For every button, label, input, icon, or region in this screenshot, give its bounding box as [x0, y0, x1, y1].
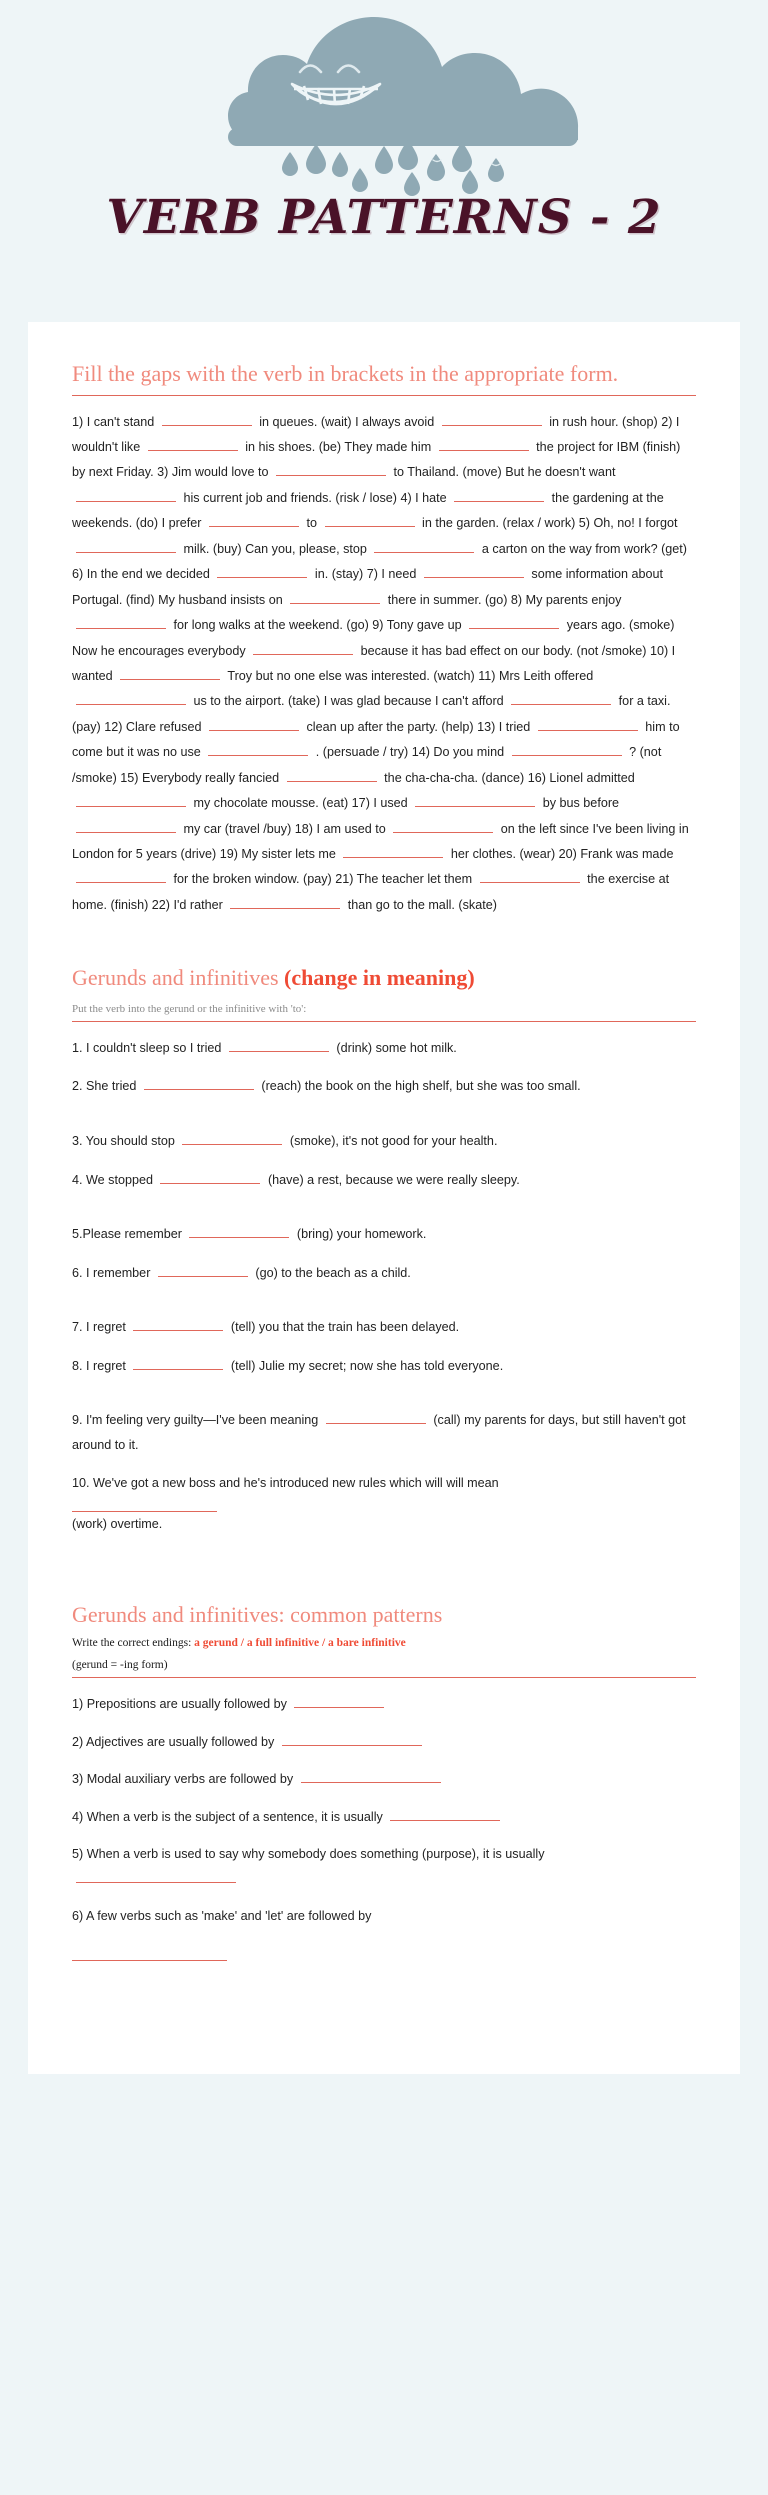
answer-blank[interactable] [133, 1319, 223, 1332]
pattern-text: 3) Modal auxiliary verbs are followed by [72, 1772, 297, 1787]
answer-blank[interactable] [76, 489, 176, 502]
section-3-divider [72, 1677, 696, 1678]
question-item [72, 1408, 696, 1457]
answer-blank[interactable] [208, 744, 308, 757]
pattern-text: 6) A few verbs such as 'make' and 'let' are followed by [72, 1909, 372, 1924]
answer-blank[interactable] [253, 642, 353, 655]
answer-blank[interactable] [76, 871, 166, 884]
answer-blank[interactable] [512, 744, 622, 757]
answer-blank[interactable] [217, 566, 307, 579]
question-group [72, 1408, 696, 1536]
answer-blank[interactable] [325, 515, 415, 528]
answer-blank[interactable] [144, 1078, 254, 1091]
pattern-item [72, 1730, 696, 1755]
answer-blank[interactable] [76, 820, 176, 833]
section-2-heading [72, 964, 696, 993]
question-text-after: (tell) you that the train has been delayed. [227, 1320, 460, 1335]
question-text-after: (tell) Julie my secret; now she has told everyone. [227, 1358, 504, 1373]
answer-blank[interactable] [230, 896, 340, 909]
answer-blank[interactable] [282, 1733, 422, 1746]
answer-blank[interactable] [76, 540, 176, 553]
question-item [72, 1315, 696, 1340]
section-3-instruction [72, 1637, 696, 1649]
question-text-after: (have) a rest, because we were really sleepy. [264, 1172, 520, 1187]
answer-blank[interactable] [160, 1171, 260, 1184]
section-fill-the-gaps [72, 360, 696, 918]
answer-blank[interactable] [480, 871, 580, 884]
question-item [72, 1074, 696, 1099]
answer-blank[interactable] [469, 617, 559, 630]
answer-blank[interactable] [209, 718, 299, 731]
page-bottom-space [0, 2074, 768, 2104]
section-3-items [72, 1692, 696, 1961]
question-text-before: 4. We stopped [72, 1172, 157, 1187]
pattern-item [72, 1842, 696, 1891]
question-text-before: 6. I remember [72, 1265, 154, 1280]
answer-blank[interactable] [276, 464, 386, 477]
section-change-in-meaning [72, 964, 696, 1536]
answer-blank[interactable] [76, 1870, 236, 1883]
question-group [72, 1036, 696, 1099]
answer-blank[interactable] [415, 795, 535, 808]
question-text-before: 10. We've got a new boss and he's introduced new rules which will will mean [72, 1476, 499, 1491]
sheet-footer-space [72, 1974, 696, 2014]
section-1-heading: Fill the gaps with the verb in brackets in the appropriate form. [72, 361, 619, 386]
question-item [72, 1168, 696, 1193]
pattern-text: 4) When a verb is the subject of a sentence, it is usually [72, 1809, 387, 1824]
question-item [72, 1471, 696, 1536]
page-header-banner [0, 0, 768, 322]
answer-blank[interactable] [76, 693, 186, 706]
section-3-instruction-options: a gerund / a full infinitive / a bare infinitive [194, 1637, 406, 1650]
question-text-after: (work) overtime. [72, 1516, 163, 1531]
answer-blank[interactable] [390, 1808, 500, 1821]
section-2-divider [72, 1021, 696, 1022]
section-3-instruction-label: Write the correct endings: [72, 1637, 195, 1650]
section-2-items [72, 1036, 696, 1537]
rain-cloud-illustration [0, 0, 768, 215]
pattern-text: 2) Adjectives are usually followed by [72, 1734, 278, 1749]
section-2-heading-emphasis: (change in meaning) [284, 965, 475, 991]
answer-blank[interactable] [162, 413, 252, 426]
question-item [72, 1354, 696, 1379]
answer-blank[interactable] [76, 617, 166, 630]
question-item [72, 1036, 696, 1061]
answer-blank[interactable] [209, 515, 299, 528]
pattern-text: 5) When a verb is used to say why somebody does something (purpose), it is usually [72, 1847, 545, 1862]
section-3-heading: Gerunds and infinitives: common patterns [72, 1601, 443, 1627]
answer-blank[interactable] [393, 820, 493, 833]
section-common-patterns [72, 1601, 696, 1961]
question-text-before: 5.Please remember [72, 1227, 186, 1242]
question-item [72, 1222, 696, 1247]
section-2-subtitle: Put the verb into the gerund or the infinitive with 'to': [72, 1002, 307, 1015]
answer-blank[interactable] [182, 1132, 282, 1145]
answer-blank[interactable] [189, 1226, 289, 1239]
question-group [72, 1315, 696, 1378]
pattern-item [72, 1692, 696, 1717]
question-text-before: 1. I couldn't sleep so I tried [72, 1040, 225, 1055]
question-text-before: 8. I regret [72, 1358, 130, 1373]
question-text-after: (go) to the beach as a child. [251, 1265, 411, 1280]
answer-blank[interactable] [439, 438, 529, 451]
question-text-after: (bring) your homework. [293, 1227, 427, 1242]
answer-blank[interactable] [454, 489, 544, 502]
question-text-after: (reach) the book on the high shelf, but she was too small. [257, 1079, 581, 1094]
answer-blank[interactable] [287, 769, 377, 782]
answer-blank[interactable] [290, 591, 380, 604]
question-text-before: 9. I'm feeling very guilty—I've been meaning [72, 1413, 322, 1428]
question-group [72, 1129, 696, 1192]
question-text-after: (call) my parents for days, but still haven't got around to it. [72, 1413, 686, 1452]
section-2-heading-text: Gerunds and infinitives [72, 965, 285, 991]
pattern-item [72, 1904, 696, 1961]
page-title: VERB PATTERNS - 2 [106, 190, 662, 245]
pattern-item [72, 1805, 696, 1830]
answer-blank[interactable] [424, 566, 524, 579]
answer-blank[interactable] [442, 413, 542, 426]
answer-blank[interactable] [72, 1947, 227, 1961]
answer-blank[interactable] [158, 1264, 248, 1277]
question-text-after: (smoke), it's not good for your health. [286, 1134, 498, 1149]
answer-blank[interactable] [511, 693, 611, 706]
question-item [72, 1261, 696, 1286]
pattern-item [72, 1767, 696, 1792]
question-group [72, 1222, 696, 1285]
question-text-after: (drink) some hot milk. [332, 1040, 457, 1055]
worksheet-sheet [28, 322, 740, 2074]
answer-blank[interactable] [294, 1696, 384, 1709]
answer-blank[interactable] [148, 438, 238, 451]
answer-blank[interactable] [133, 1357, 223, 1370]
answer-blank[interactable] [343, 845, 443, 858]
answer-blank[interactable] [326, 1412, 426, 1425]
answer-blank[interactable] [229, 1039, 329, 1052]
question-item [72, 1129, 696, 1154]
answer-blank[interactable] [76, 795, 186, 808]
answer-blank[interactable] [374, 540, 474, 553]
answer-blank[interactable] [538, 718, 638, 731]
question-text-before: 3. You should stop [72, 1134, 179, 1149]
section-1-divider [72, 395, 696, 396]
section-3-note: (gerund = -ing form) [72, 1659, 168, 1672]
section-1-paragraph: 1) I can't stand in queues. (wait) I always avoid in rush hour. (shop) 2) I wouldn't like in his shoes. (be) They made him the project for IBM (finish) by next Friday. 3) Jim would love to to Thailand. (move) But he doesn't want his current job and friends. (risk / lose) 4) I hate the gardening at the weekends. (do) I prefer to in the garden. (relax / work) 5) Oh, no! I forgot milk. (buy) Can you, please, stop a carton on the way from work? (get) 6) In the end we decided in. (stay) 7) I need some information about Portugal. (find) My husband insists on there in summer. (go) 8) My parents enjoy for long walks at the weekend. (go) 9) Tony gave up years ago. (smoke) Now he encourages everybody because it has bad effect on our body. (not /smoke) 10) I wanted Troy but no one else was interested. (watch) 11) Mrs Leith offered us to the airport. (take) I was glad because I can't afford for a taxi. (pay) 12) Clare refused clean up after the party. (help) 13) I tried him to come but it was no use . (persuade / try) 14) Do you mind ? (not /smoke) 15) Everybody really fancied the cha-cha-cha. (dance) 16) Lionel admitted my chocolate mousse. (eat) 17) I used by bus before my car (travel /buy) 18) I am used to on the left since I've been living in London for 5 years (drive) 19) My sister lets me her clothes. (wear) 20) Frank was made for the broken window. (pay) 21) The teacher let them the exercise at home. (finish) 22) I'd rather than go to the mall. (skate) [72, 414, 689, 912]
answer-blank[interactable] [120, 667, 220, 680]
pattern-text: 1) Prepositions are usually followed by [72, 1697, 291, 1712]
answer-blank[interactable] [72, 1498, 217, 1512]
answer-blank[interactable] [301, 1771, 441, 1784]
question-text-before: 7. I regret [72, 1320, 130, 1335]
question-text-before: 2. She tried [72, 1079, 140, 1094]
